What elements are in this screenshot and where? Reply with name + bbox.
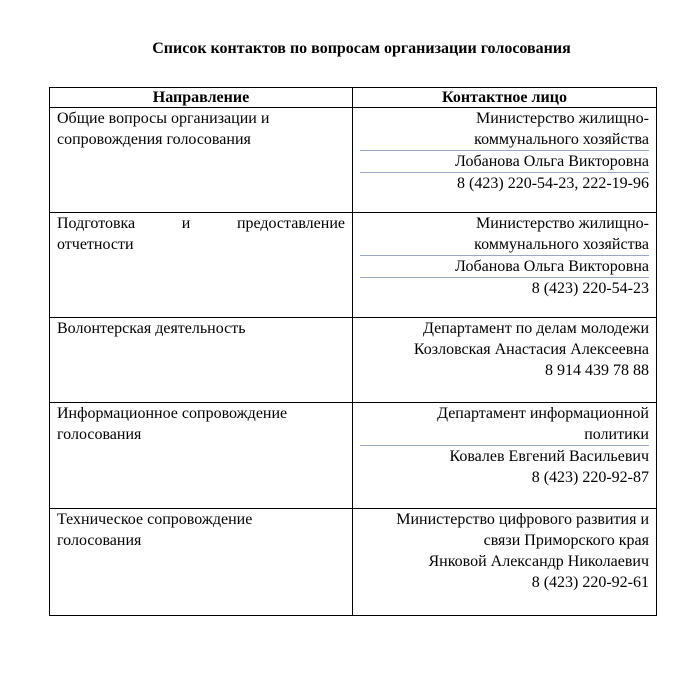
contact-phone: 8 (423) 220-92-61 [531,574,649,591]
contact-person: Лобанова Ольга Викторовна [360,151,649,173]
contact-department: связи Приморского края [483,532,649,549]
header-contact: Контактное лицо [353,88,657,108]
table-row [50,509,657,616]
contact-cell [353,403,657,509]
direction-word: Подготовка [57,215,136,232]
direction-cell [50,213,353,318]
direction-line: голосования [57,426,142,443]
direction-word: предоставление [236,215,345,232]
contacts-table [49,87,657,616]
contact-cell [353,509,657,616]
table-row [50,108,657,213]
direction-line: Волонтерская деятельность [57,320,246,337]
contact-person: Лобанова Ольга Викторовна [360,256,649,278]
contact-department: Министерство цифрового развития и [396,511,649,528]
contact-person: Янковой Александр Николаевич [428,553,649,570]
contact-phone: 8 (423) 220-54-23, 222-19-96 [457,175,649,192]
direction-line: голосования [57,532,142,549]
contact-department: Департамент по делам молодежи [422,320,649,337]
table-row [50,318,657,403]
contact-department: Министерство жилищно- [475,215,649,232]
direction-line: Общие вопросы организации и [57,110,270,127]
contact-department: Департамент информационной [437,405,649,422]
direction-line: сопровождения голосования [57,131,251,148]
direction-line: Техническое сопровождение [57,511,253,528]
table-header-row [50,88,657,108]
contact-phone: 8 914 439 78 88 [545,362,649,379]
direction-cell [50,108,353,213]
contact-cell [353,108,657,213]
contact-phone: 8 (423) 220-54-23 [531,280,649,297]
direction-cell [50,318,353,403]
direction-line [57,213,345,234]
contact-cell [353,213,657,318]
table-row [50,213,657,318]
table-row [50,403,657,509]
document-title: Список контактов по вопросам организации голосования [152,40,571,57]
direction-line: отчетности [57,236,134,253]
contact-department: коммунального хозяйства [360,234,649,256]
contact-person: Козловская Анастасия Алексеевна [413,341,649,358]
contact-cell [353,318,657,403]
direction-cell [50,509,353,616]
contact-department: политики [360,424,649,446]
contact-phone: 8 (423) 220-92-87 [531,469,649,486]
contact-department: Министерство жилищно- [475,110,649,127]
header-direction: Направление [50,88,353,108]
direction-line: Информационное сопровождение [57,405,288,422]
contact-person: Ковалев Евгений Васильевич [449,448,649,465]
contact-department: коммунального хозяйства [360,129,649,151]
direction-cell [50,403,353,509]
direction-word: и [181,215,191,232]
